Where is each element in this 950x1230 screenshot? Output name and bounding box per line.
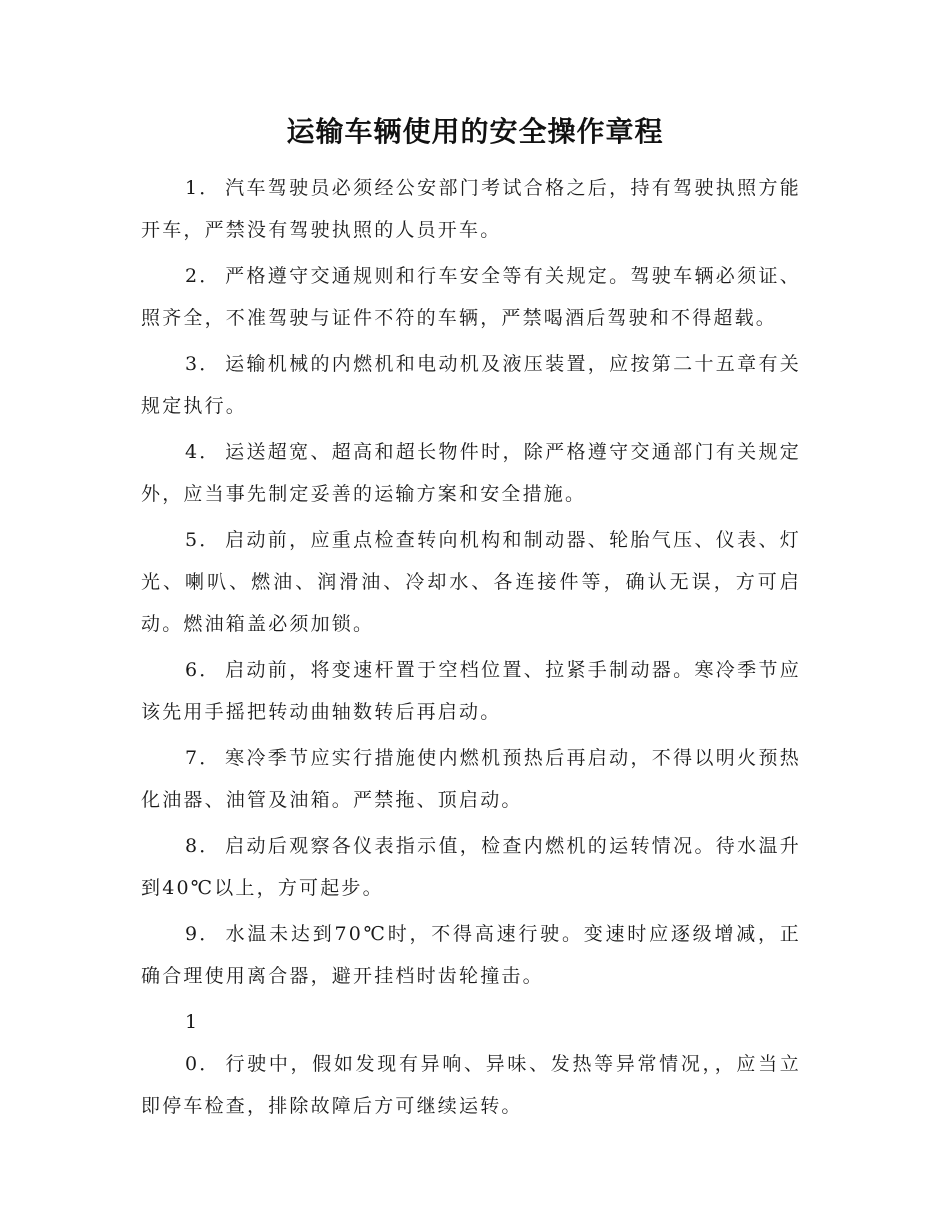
- item-number: 4．: [185, 441, 221, 463]
- list-item: [141, 649, 801, 733]
- list-item: [141, 255, 801, 339]
- item-number: 1．: [185, 177, 221, 199]
- item-text: 启动后观察各仪表指示值，检查内燃机的运转情况。待水温升到40℃以上，方可起步。: [141, 835, 801, 899]
- item-text: 启动前，应重点检查转向机构和制动器、轮胎气压、仪表、灯光、喇叭、燃油、润滑油、冷却水、各连接件等，确认无误，方可启动。燃油箱盖必须加锁。: [141, 529, 801, 635]
- item-number: 7．: [185, 747, 221, 769]
- item-text: 启动前，将变速杆置于空档位置、拉紧手制动器。寒冷季节应该先用手摇把转动曲轴数转后再启动。: [141, 659, 801, 723]
- list-item: [141, 431, 801, 515]
- item-number: 2．: [185, 265, 221, 287]
- item-text: 运送超宽、超高和超长物件时，除严格遵守交通部门有关规定外，应当事先制定妥善的运输方案和安全措施。: [141, 441, 801, 505]
- document-title: 运输车辆使用的安全操作章程: [286, 115, 664, 148]
- item-text: 严格遵守交通规则和行车安全等有关规定。驾驶车辆必须证、照齐全，不准驾驶与证件不符的车辆，严禁喝酒后驾驶和不得超载。: [141, 265, 801, 329]
- list-item: [141, 167, 801, 251]
- list-item: [141, 913, 801, 997]
- item-number: 9．: [185, 923, 221, 945]
- item-number: 10．: [185, 1011, 221, 1075]
- item-text: 运输机械的内燃机和电动机及液压装置，应按第二十五章有关规定执行。: [141, 353, 801, 417]
- item-text: 汽车驾驶员必须经公安部门考试合格之后，持有驾驶执照方能开车，严禁没有驾驶执照的人员开车。: [141, 177, 801, 241]
- item-number: 5．: [185, 529, 221, 551]
- list-item: [141, 825, 801, 909]
- item-text: 寒冷季节应实行措施使内燃机预热后再启动，不得以明火预热化油器、油管及油箱。严禁拖、顶启动。: [141, 747, 801, 811]
- item-text: 行驶中，假如发现有异响、异味、发热等异常情况，，应当立即停车检查，排除故障后方可继续运转。: [141, 1053, 801, 1117]
- item-number: 6．: [185, 659, 221, 681]
- list-item: [141, 519, 801, 645]
- item-number: 8．: [185, 835, 221, 857]
- list-item: [141, 737, 801, 821]
- item-number: 3．: [185, 353, 221, 375]
- list-item: [141, 1001, 801, 1127]
- list-item: [141, 343, 801, 427]
- document-body: [141, 167, 801, 1131]
- item-text: 水温未达到70℃时，不得高速行驶。变速时应逐级增减，正确合理使用离合器，避开挂档时齿轮撞击。: [141, 923, 801, 987]
